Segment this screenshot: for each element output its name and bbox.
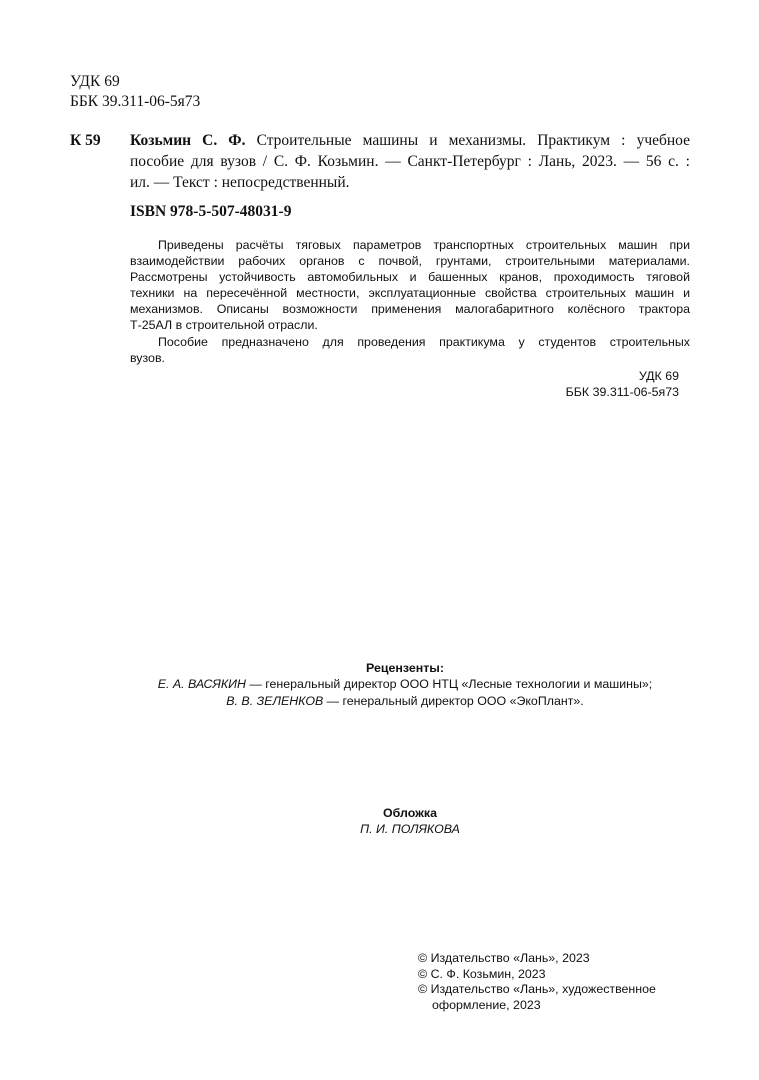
reviewer-entry (100, 693, 710, 709)
reviewer-name: Е. А. ВАСЯКИН (157, 677, 246, 692)
abstract-line: техники на пересечённой местности, эксплуатационные свойства строительных машин и (130, 286, 690, 301)
cover-designer: П. И. ПОЛЯКОВА (360, 822, 460, 837)
bibliographic-record (130, 130, 690, 193)
abstract-line: Пособие предназначено для проведения практикума у студентов строительных (158, 334, 690, 349)
reviewer-entry (100, 676, 710, 692)
udk-code-right: УДК 69 (638, 369, 679, 383)
abstract-line: взаимодействии рабочих органов с почвой, грунтами, строительными материалами. (130, 254, 690, 269)
abstract-line: Рассмотрены устойчивость автомобильных и башенных кранов, проходимость тяговой (130, 270, 690, 285)
biblio-line-2: пособие для вузов / С. Ф. Козьмин. — Санкт-Петербург : Лань, 2023. — 56 с. : (130, 153, 690, 170)
cover-credit (200, 805, 620, 838)
reviewer-name: В. В. ЗЕЛЕНКОВ (226, 693, 324, 708)
abstract-line: вузов. (130, 350, 165, 365)
author-name: Козьмин С. Ф. (130, 132, 246, 149)
classification-codes-right (540, 368, 679, 400)
copyright-line: © Издательство «Лань», художественное (418, 982, 656, 997)
copyright-line: оформление, 2023 (432, 997, 541, 1012)
biblio-line-1 (130, 130, 690, 151)
abstract-line: Т-25АЛ в строительной отрасли. (130, 318, 318, 333)
bbk-code-right: ББК 39.311-06-5я73 (565, 385, 679, 399)
udk-code: УДК 69 (70, 73, 120, 90)
reviewers-heading: Рецензенты: (366, 661, 444, 675)
copyright-line: © С. Ф. Козьмин, 2023 (418, 966, 546, 981)
reviewer-role: — генеральный директор ООО «ЭкоПлант». (323, 693, 584, 708)
reviewer-role: — генеральный директор ООО НТЦ «Лесные технологии и машины»; (245, 677, 653, 692)
biblio-line-3: ил. — Текст : непосредственный. (130, 174, 350, 191)
copyright-block (418, 951, 678, 1013)
abstract-line: механизмов. Описаны возможности применения малогабаритного колёсного трактора (130, 302, 690, 317)
classification-codes (70, 72, 200, 112)
cover-heading: Обложка (383, 806, 437, 820)
abstract-line: Приведены расчёты тяговых параметров транспортных строительных машин при (158, 238, 690, 252)
isbn: ISBN 978-5-507-48031-9 (130, 203, 292, 220)
abstract (130, 237, 690, 366)
biblio-title: Строительные машины и механизмы. Практикум : учебное (245, 132, 690, 149)
bbk-code: ББК 39.311-06-5я73 (70, 93, 201, 110)
reviewers-block (100, 660, 710, 709)
copyright-line: © Издательство «Лань», 2023 (418, 951, 590, 965)
cutter-mark: К 59 (70, 132, 101, 149)
